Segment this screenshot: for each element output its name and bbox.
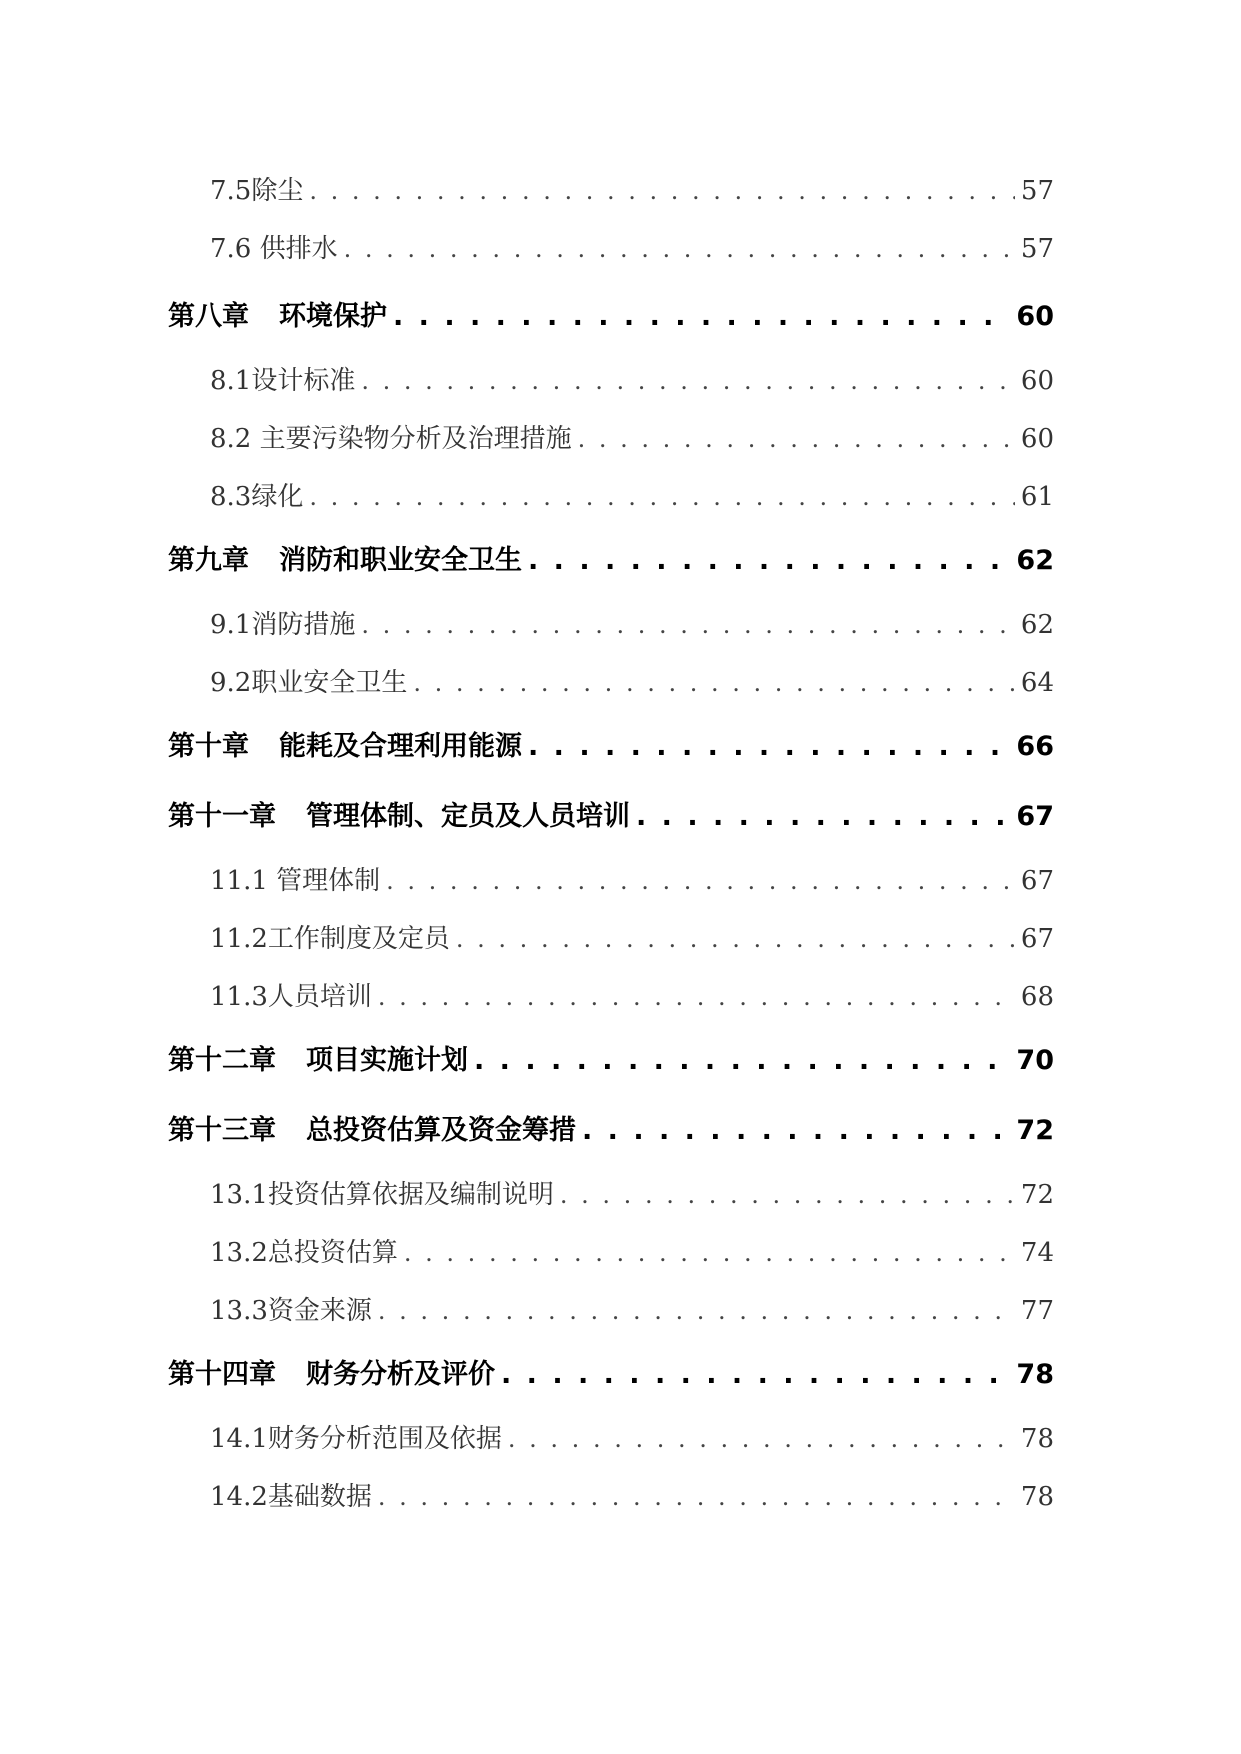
toc-entry-title: 9.1消防措施 xyxy=(210,610,356,640)
toc-dot-leader xyxy=(501,1340,1010,1410)
toc-entry-14-2[interactable] xyxy=(188,1468,1054,1526)
toc-page-number: 60 xyxy=(1020,366,1054,396)
toc-entry-title: 14.1财务分析范围及依据 xyxy=(210,1424,502,1454)
toc-dot-leader xyxy=(344,220,1015,278)
toc-page-number: 61 xyxy=(1020,482,1054,512)
toc-entry-9-2[interactable] xyxy=(188,654,1054,712)
toc-dot-leader xyxy=(474,1026,1010,1096)
toc-page-number: 68 xyxy=(1020,982,1054,1012)
toc-page-number: 66 xyxy=(1016,731,1054,762)
toc-dot-leader xyxy=(508,1410,1015,1468)
toc-entry-title: 8.2 主要污染物分析及治理措施 xyxy=(210,424,572,454)
toc-chapter-title: 项目实施计划 xyxy=(306,1045,468,1076)
toc-chapter-number: 第九章 xyxy=(168,545,249,576)
toc-dot-leader xyxy=(404,1224,1015,1282)
toc-chapter-number: 第十章 xyxy=(168,731,249,762)
toc-entry-title: 11.2工作制度及定员 xyxy=(210,924,450,954)
toc-entry-title: 9.2职业安全卫生 xyxy=(210,668,408,698)
toc-dot-leader xyxy=(636,782,1010,852)
toc-dot-leader xyxy=(560,1166,1015,1224)
toc-entry-title: 13.3资金来源 xyxy=(210,1296,372,1326)
toc-chapter-14[interactable] xyxy=(168,1340,1054,1410)
toc-chapter-title: 总投资估算及资金筹措 xyxy=(306,1115,576,1146)
toc-entry-title: 7.5除尘 xyxy=(210,176,304,206)
toc-dot-leader xyxy=(361,596,1015,654)
toc-page-number: 70 xyxy=(1016,1045,1054,1076)
toc-entry-11-2[interactable] xyxy=(188,910,1054,968)
toc-chapter-title: 环境保护 xyxy=(279,301,387,332)
toc-page-number: 57 xyxy=(1020,176,1054,206)
toc-dot-leader xyxy=(393,282,1010,352)
toc-chapter-number: 第十四章 xyxy=(168,1359,276,1390)
toc-entry-8-1[interactable] xyxy=(188,352,1054,410)
toc-page-number: 64 xyxy=(1020,668,1054,698)
toc-page-number: 60 xyxy=(1016,301,1054,332)
toc-entry-7-6[interactable] xyxy=(188,220,1054,278)
toc-page-number: 78 xyxy=(1020,1482,1054,1512)
toc-chapter-10[interactable] xyxy=(168,712,1054,782)
toc-dot-leader xyxy=(456,910,1015,968)
toc-entry-13-2[interactable] xyxy=(188,1224,1054,1282)
toc-page-number: 78 xyxy=(1016,1359,1054,1390)
toc-entry-title: 13.2总投资估算 xyxy=(210,1238,398,1268)
toc-chapter-11[interactable] xyxy=(168,782,1054,852)
toc-entry-14-1[interactable] xyxy=(188,1410,1054,1468)
toc-page-number: 78 xyxy=(1020,1424,1054,1454)
table-of-contents xyxy=(168,162,1054,1526)
toc-chapter-13[interactable] xyxy=(168,1096,1054,1166)
toc-page-number: 77 xyxy=(1020,1296,1054,1326)
toc-page-number: 67 xyxy=(1020,866,1054,896)
toc-dot-leader xyxy=(528,712,1010,782)
toc-dot-leader xyxy=(378,1468,1015,1526)
toc-chapter-title: 管理体制、定员及人员培训 xyxy=(306,801,630,832)
toc-page-number: 74 xyxy=(1020,1238,1054,1268)
toc-chapter-number: 第十二章 xyxy=(168,1045,276,1076)
toc-dot-leader xyxy=(582,1096,1010,1166)
toc-entry-title: 11.1 管理体制 xyxy=(210,866,381,896)
toc-page-number: 62 xyxy=(1020,610,1054,640)
toc-entry-title: 7.6 供排水 xyxy=(210,234,338,264)
toc-entry-title: 14.2基础数据 xyxy=(210,1482,372,1512)
toc-page-number: 67 xyxy=(1020,924,1054,954)
toc-entry-title: 11.3人员培训 xyxy=(210,982,372,1012)
toc-chapter-12[interactable] xyxy=(168,1026,1054,1096)
toc-entry-7-5[interactable] xyxy=(188,162,1054,220)
toc-chapter-number: 第八章 xyxy=(168,301,249,332)
toc-chapter-title: 消防和职业安全卫生 xyxy=(279,545,522,576)
toc-entry-8-2[interactable] xyxy=(188,410,1054,468)
toc-page-number: 72 xyxy=(1020,1180,1054,1210)
toc-chapter-9[interactable] xyxy=(168,526,1054,596)
toc-dot-leader xyxy=(386,852,1015,910)
toc-chapter-title: 财务分析及评价 xyxy=(306,1359,495,1390)
toc-dot-leader xyxy=(528,526,1010,596)
toc-dot-leader xyxy=(578,410,1015,468)
toc-chapter-number: 第十一章 xyxy=(168,801,276,832)
toc-dot-leader xyxy=(413,654,1015,712)
toc-chapter-title: 能耗及合理利用能源 xyxy=(279,731,522,762)
toc-dot-leader xyxy=(309,162,1015,220)
toc-entry-title: 8.1设计标准 xyxy=(210,366,356,396)
toc-entry-13-1[interactable] xyxy=(188,1166,1054,1224)
toc-page-number: 60 xyxy=(1020,424,1054,454)
toc-page-number: 57 xyxy=(1020,234,1054,264)
toc-entry-title: 13.1投资估算依据及编制说明 xyxy=(210,1180,554,1210)
toc-entry-9-1[interactable] xyxy=(188,596,1054,654)
toc-dot-leader xyxy=(378,968,1015,1026)
toc-chapter-8[interactable] xyxy=(168,282,1054,352)
toc-page-number: 67 xyxy=(1016,801,1054,832)
toc-entry-title: 8.3绿化 xyxy=(210,482,304,512)
toc-page-number: 62 xyxy=(1016,545,1054,576)
toc-dot-leader xyxy=(378,1282,1015,1340)
toc-entry-11-3[interactable] xyxy=(188,968,1054,1026)
toc-page-number: 72 xyxy=(1016,1115,1054,1146)
toc-entry-8-3[interactable] xyxy=(188,468,1054,526)
toc-dot-leader xyxy=(309,468,1015,526)
toc-dot-leader xyxy=(361,352,1015,410)
toc-chapter-number: 第十三章 xyxy=(168,1115,276,1146)
toc-entry-13-3[interactable] xyxy=(188,1282,1054,1340)
toc-entry-11-1[interactable] xyxy=(188,852,1054,910)
